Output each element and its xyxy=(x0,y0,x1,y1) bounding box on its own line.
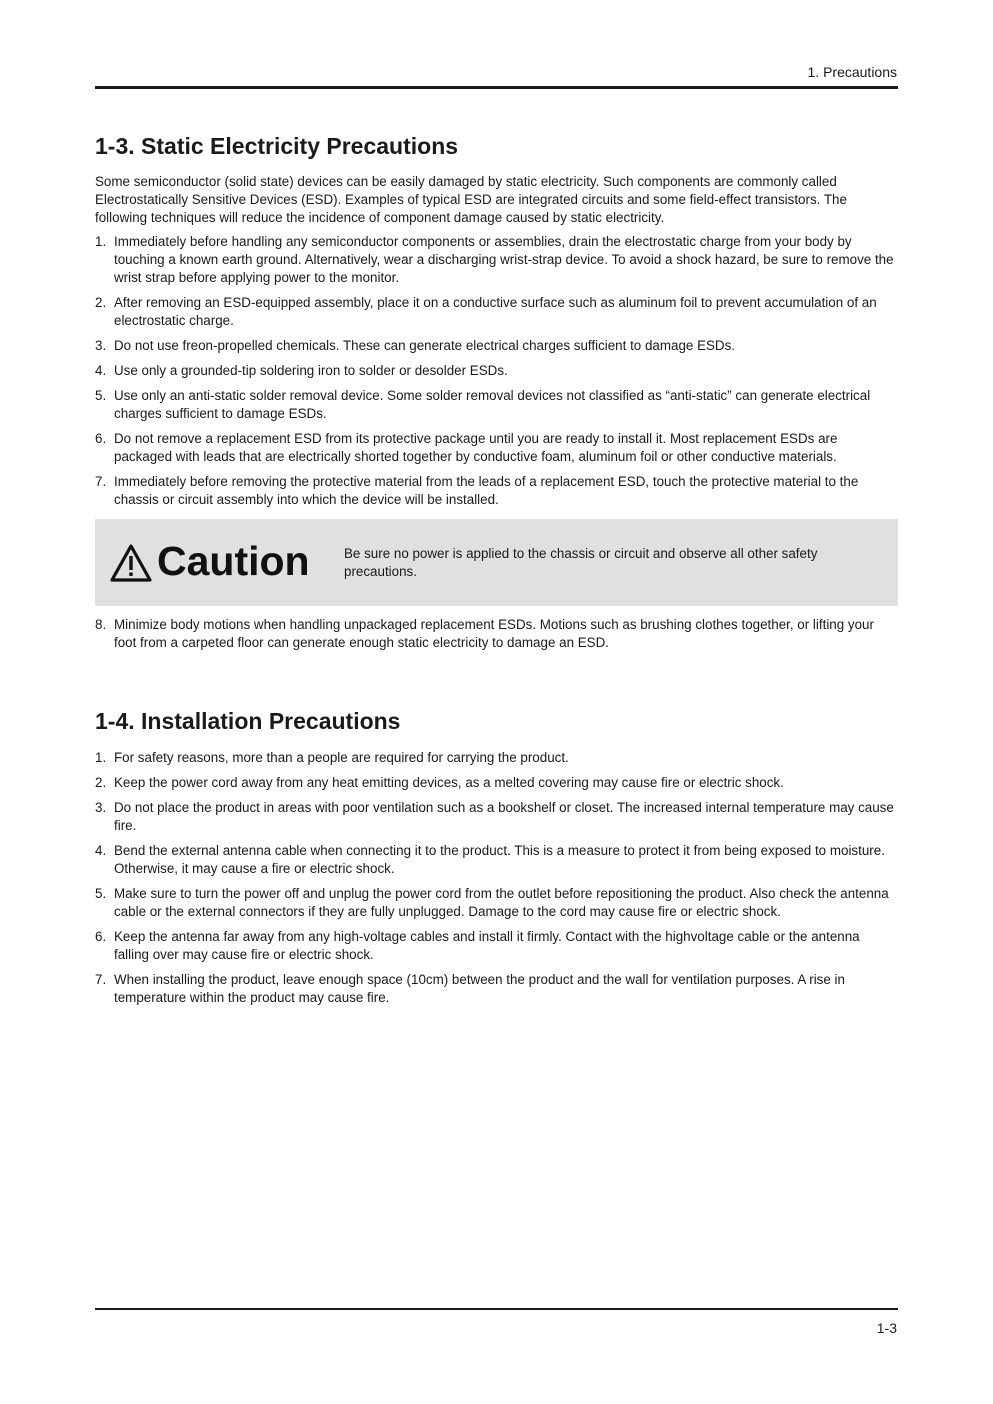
static-precautions-list xyxy=(95,233,898,509)
list-item xyxy=(95,971,898,1007)
item-number: 1. xyxy=(95,750,107,766)
item-number: 7. xyxy=(95,972,107,988)
item-number: 5. xyxy=(95,387,107,403)
section-intro: Some semiconductor (solid state) devices can be easily damaged by static electricity. Such components are commonly called Electrostatically Sensitive Devices (ESD). Examples of typical ESD are integrated circuits and some field-effect transistors. The following techniques will reduce the incidence of component damage caused by static electricity. xyxy=(95,173,847,225)
item-number: 7. xyxy=(95,473,107,489)
item-text: Immediately before handling any semiconductor components or assemblies, drain the electrostatic charge from your body by touching a known earth ground. Alternatively, wear a discharging wrist-strap device. To avoid a shock hazard, be sure to remove the wrist strap before applying power to the monitor. xyxy=(114,233,894,285)
list-item xyxy=(95,749,898,767)
item-number: 1. xyxy=(95,233,107,249)
item-number: 8. xyxy=(95,616,107,632)
item-number: 2. xyxy=(95,775,107,791)
list-item xyxy=(95,387,898,423)
list-item xyxy=(95,885,898,921)
list-item xyxy=(95,799,898,835)
list-item xyxy=(95,430,898,466)
item-number: 3. xyxy=(95,800,107,816)
list-item xyxy=(95,616,898,652)
header-rule xyxy=(95,86,898,89)
footer-rule xyxy=(95,1308,898,1310)
item-text: Minimize body motions when handling unpackaged replacement ESDs. Motions such as brushing clothes together, or lifting your foot from a carpeted floor can generate enough static electricity to damage an ESD. xyxy=(114,616,874,650)
section-title: 1-3. Static Electricity Precautions xyxy=(95,133,459,159)
list-item xyxy=(95,294,898,330)
warning-triangle-icon xyxy=(109,543,153,583)
caution-label: Caution xyxy=(157,537,310,584)
item-text: Do not place the product in areas with poor ventilation such as a bookshelf or closet. The increased internal temperature may cause fire. xyxy=(114,800,894,834)
static-precautions-list-continued xyxy=(95,616,898,652)
item-text: Keep the antenna far away from any high-voltage cables and install it firmly. Contact with the highvoltage cable or the antenna falling over may cause fire or electric shock. xyxy=(114,929,860,963)
list-item xyxy=(95,774,898,792)
list-item xyxy=(95,928,898,964)
list-item xyxy=(95,337,898,355)
item-number: 5. xyxy=(95,886,107,902)
installation-section xyxy=(95,708,898,1008)
item-text: For safety reasons, more than a people are required for carrying the product. xyxy=(114,750,569,766)
item-text: Do not remove a replacement ESD from its protective package until you are ready to install it. Most replacement ESDs are packaged with leads that are electrically shorted together by conductive foam, aluminum foil or other conductive materials. xyxy=(114,430,838,464)
list-item xyxy=(95,362,898,380)
item-text: Do not use freon-propelled chemicals. These can generate electrical charges sufficient to damage ESDs. xyxy=(114,337,736,353)
item-number: 3. xyxy=(95,337,107,353)
item-text: Make sure to turn the power off and unplug the power cord from the outlet before repositioning the product. Also check the antenna cable or the external connectors if they are fully unplugged. Damage to the cord may cause fire or electric shock. xyxy=(114,886,889,920)
installation-precautions-list xyxy=(95,749,898,1007)
item-number: 2. xyxy=(95,294,107,310)
caution-box xyxy=(95,519,898,606)
page-content xyxy=(95,133,898,1014)
item-text: Use only an anti-static solder removal device. Some solder removal devices not classified as “anti-static” can generate electrical charges sufficient to damage ESDs. xyxy=(114,387,871,421)
item-number: 4. xyxy=(95,843,107,859)
caution-text: Be sure no power is applied to the chassis or circuit and observe all other safety precautions. xyxy=(344,545,818,579)
static-electricity-section xyxy=(95,133,898,652)
item-text: Bend the external antenna cable when connecting it to the product. This is a measure to protect it from being exposed to moisture. Otherwise, it may cause a fire or electric shock. xyxy=(114,843,885,877)
list-item xyxy=(95,473,898,509)
item-number: 6. xyxy=(95,430,107,446)
section-title: 1-4. Installation Precautions xyxy=(95,707,401,734)
page-number: 1-3 xyxy=(876,1320,897,1336)
list-item xyxy=(95,233,898,287)
item-text: Keep the power cord away from any heat emitting devices, as a melted covering may cause fire or electric shock. xyxy=(114,775,784,791)
item-text: Immediately before removing the protective material from the leads of a replacement ESD, touch the protective material to the chassis or circuit assembly into which the device will be installed. xyxy=(114,473,859,507)
item-text: After removing an ESD-equipped assembly, place it on a conductive surface such as aluminum foil to prevent accumulation of an electrostatic charge. xyxy=(114,294,877,328)
item-number: 6. xyxy=(95,929,107,945)
item-text: When installing the product, leave enough space (10cm) between the product and the wall for ventilation purposes. A rise in temperature within the product may cause fire. xyxy=(114,972,845,1006)
running-header: 1. Precautions xyxy=(807,64,897,80)
list-item xyxy=(95,842,898,878)
item-text: Use only a grounded-tip soldering iron to solder or desolder ESDs. xyxy=(114,362,508,378)
item-number: 4. xyxy=(95,362,107,378)
